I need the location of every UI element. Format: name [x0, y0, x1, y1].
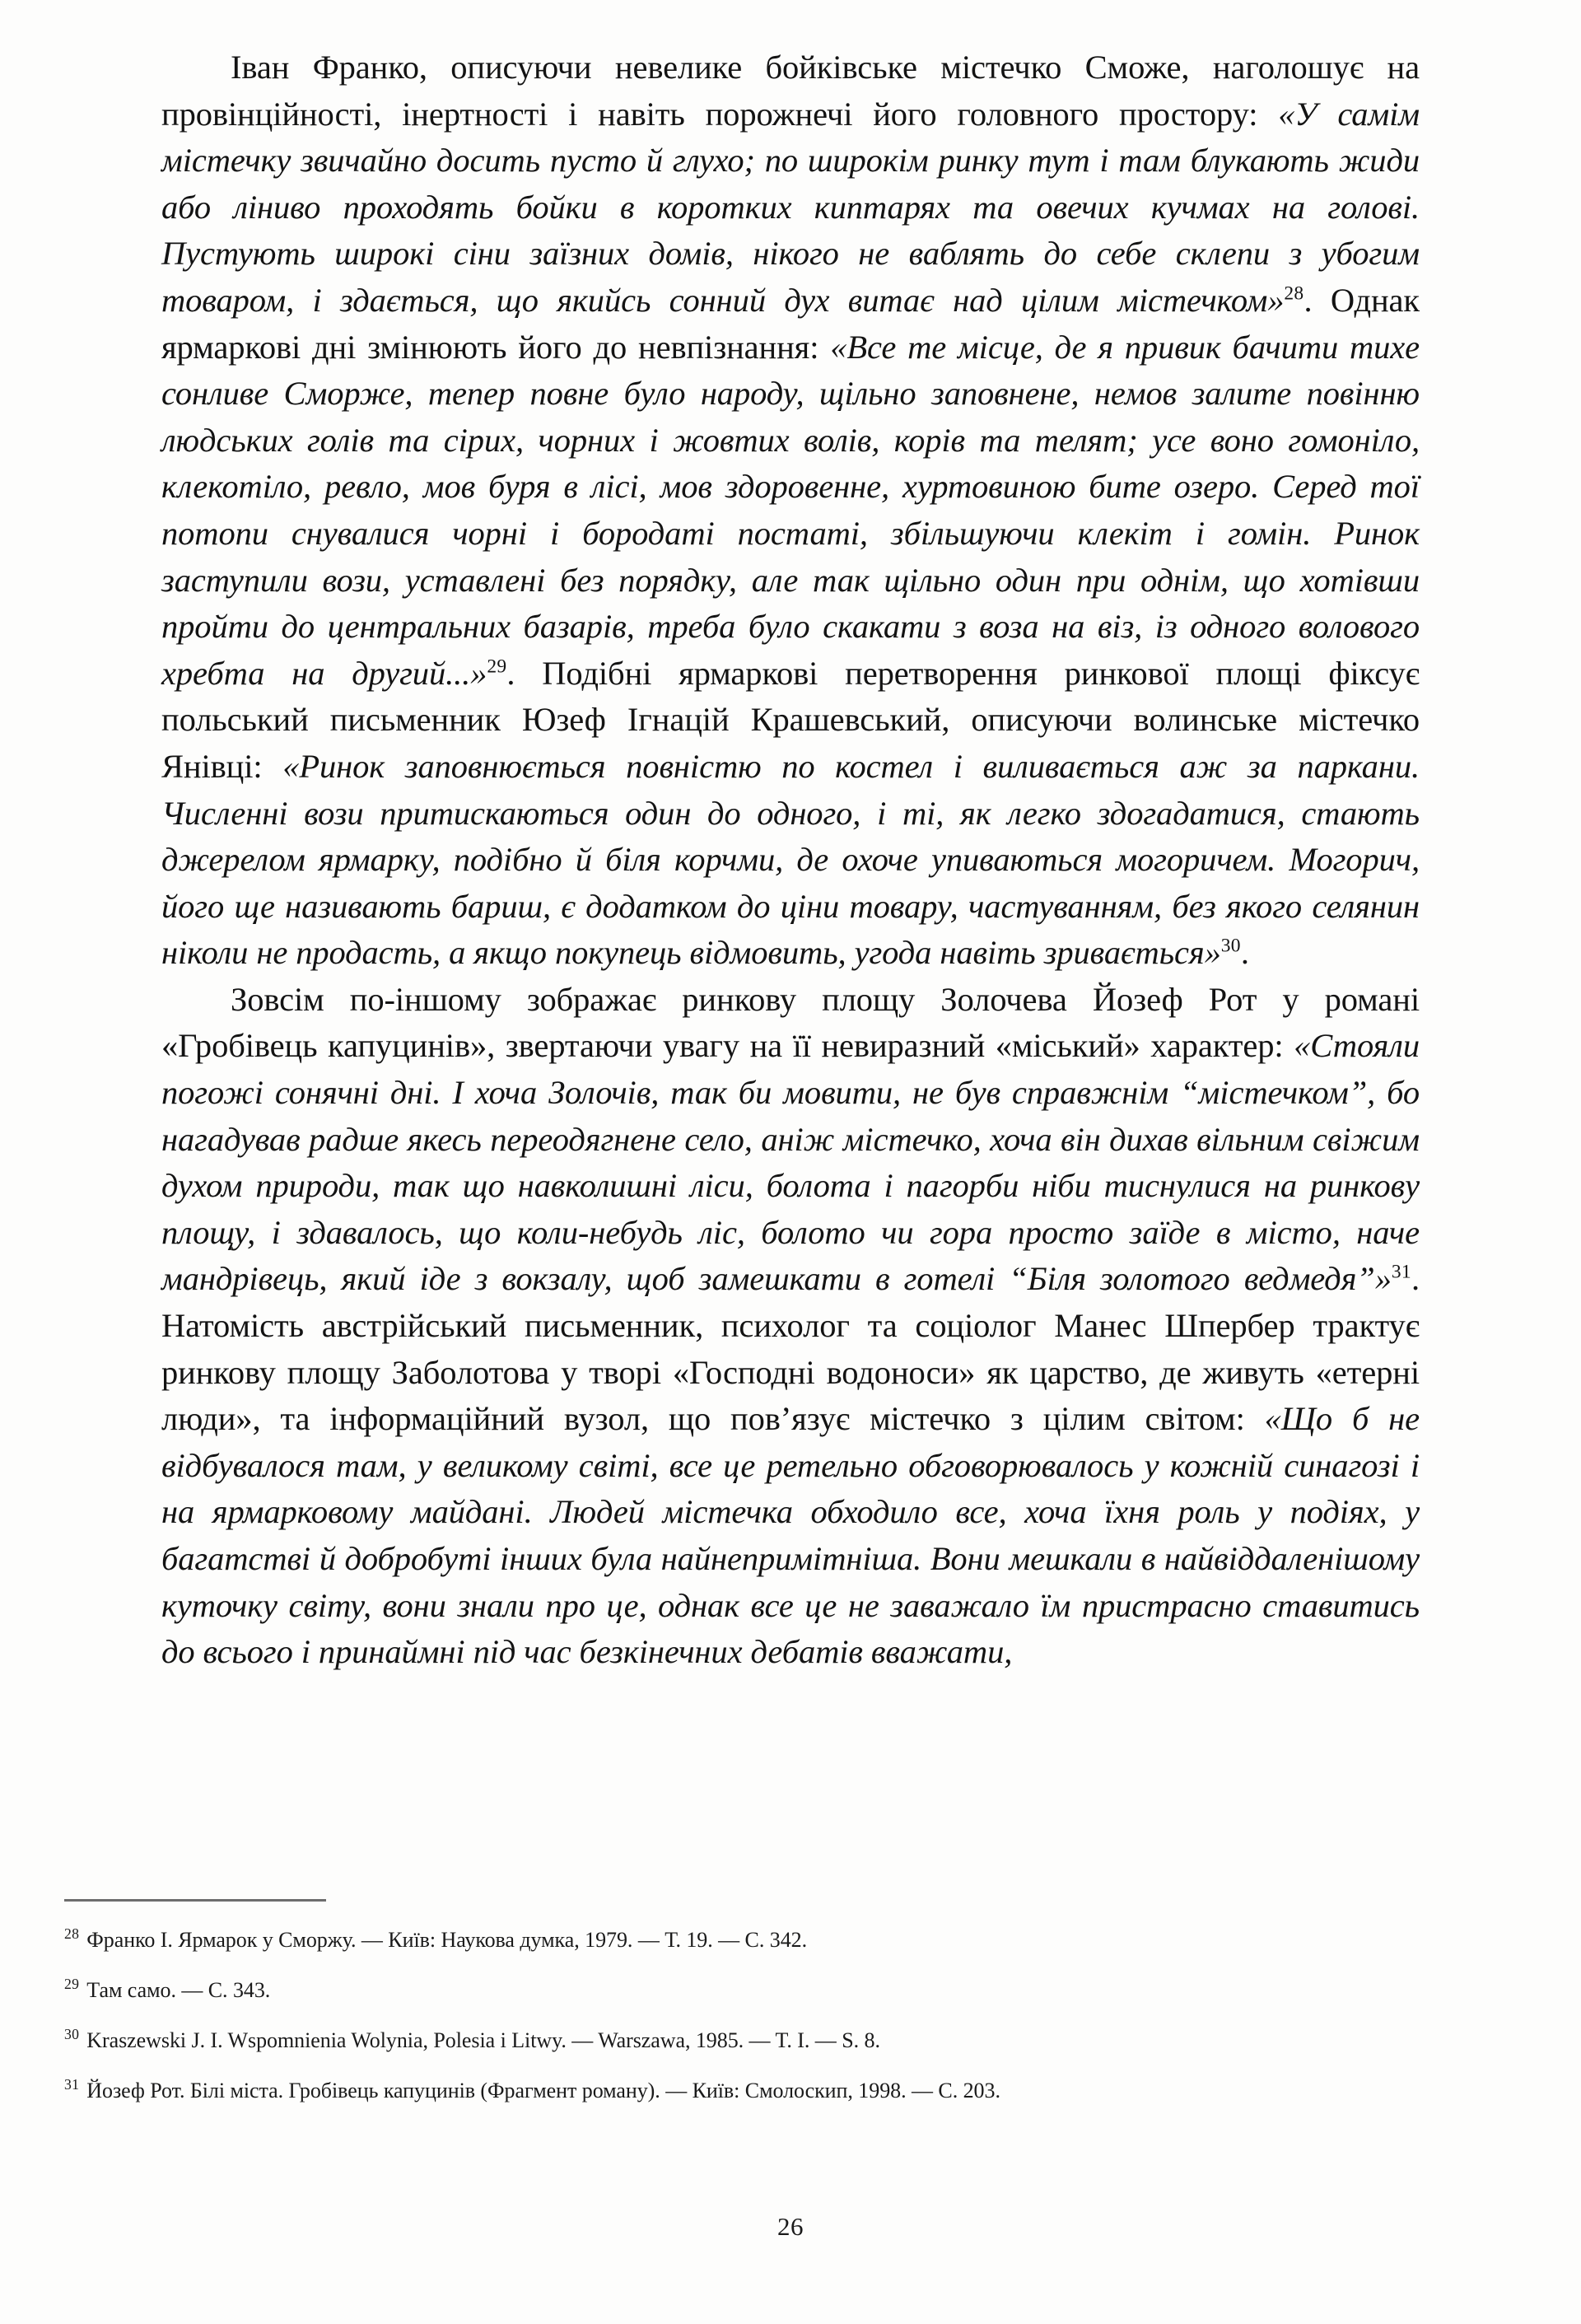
footnote-text: Йозеф Рот. Білі міста. Гробівець капуцинів (Фрагмент роману). — Київ: Смолоскип, 1998. — С. 203.	[86, 2079, 1000, 2102]
quotation-text: «У самім містечку звичайно досить пусто й глухо; по широкім ринку тут і там блукають жиди або ліниво проходять бойки в коротких киптарях та овечих кучмах на голові. Пустують широкі сіни заїзних домів, нікого не ваблять до себе склепи з убогим товаром, і здається, що якийсь сонний дух витає над цілим містечком»	[161, 95, 1420, 319]
footnote-reference: 29	[487, 656, 507, 678]
footnote-item	[64, 2077, 1464, 2104]
page-body-text	[161, 44, 1420, 1676]
footnote-number: 29	[64, 1976, 80, 1993]
footnote-item	[64, 1926, 1464, 1953]
footnote-text: Франко І. Ярмарок у Сморжу. — Київ: Наукова думка, 1979. — Т. 19. — С. 342.	[86, 1928, 808, 1952]
page-number: 26	[777, 2212, 804, 2241]
body-text: . Однак ярмаркові дні змінюють його до невпізнання:	[161, 281, 1420, 366]
quotation-text: «Все те місце, де я привик бачити тихе сонливе Сморже, тепер повне було народу, щільно заповнене, немов залите повінню людських голів та сірих, чорних і жовтих волів, корів та телят; усе воно гомоніло, клекотіло, ревло, мов буря в лісі, мов здоровенне, хуртовиною бите озеро. Серед тої потопи снувалися чорні і бородаті постаті, збільшуючи клекіт і гомін. Ринок заступили вози, уставлені без порядку, але так щільно один при однім, що хотівши пройти до центральних базарів, треба було скакати з воза на віз, із одного волового хребта на другий...»	[161, 328, 1420, 692]
footnotes-section	[64, 1899, 1464, 2104]
quotation-text: «Що б не відбувалося там, у великому світі, все це ретельно обговорювалось у кожній синагозі і на ярмарковому майдані. Людей містечка обходило все, хоча їхня роль у подіях, у багатстві й добробуті інших була найнепримітніша. Вони мешкали в найвіддаленішому куточку світу, вони знали про це, однак все це не заважало їм пристрасно ставитись до всього і принаймні під час безкінечних дебатів вважати,	[161, 1400, 1420, 1671]
paragraph-roth-sperber	[161, 977, 1420, 1676]
footnote-number: 31	[64, 2076, 80, 2093]
paragraph-franko-kraszewski	[161, 44, 1420, 977]
quotation-text: «Ринок заповнюється повністю по костел і виливається аж за паркани. Численні вози притискаються один до одного, і ті, як легко здогадатися, стають джерелом ярмарку, подібно й біля корчми, де охоче упиваються могоричем. Могорич, його ще називають бариш, є додатком до ціни товару, частуванням, без якого селянин ніколи не продасть, а якщо покупець відмовить, угода навіть зривається»	[161, 747, 1420, 972]
footnote-reference: 28	[1284, 282, 1304, 305]
footnote-number: 30	[64, 2026, 80, 2043]
footnote-reference: 31	[1391, 1261, 1411, 1283]
body-text: Іван Франко, описуючи невелике бойківське містечко Сможе, наголошує на провінційності, інертності і навіть порожнечі його головного простору:	[161, 49, 1420, 133]
footnote-separator-rule	[64, 1899, 326, 1902]
footnote-text: Kraszewski J. I. Wspomnienia Wolynia, Polesia i Litwy. — Warszawa, 1985. — T. I. — S. 8.	[86, 2028, 880, 2052]
footnote-item	[64, 1976, 1464, 2004]
footnote-number: 28	[64, 1925, 80, 1943]
footnote-reference: 30	[1220, 935, 1241, 957]
body-text: Зовсім по-іншому зображає ринкову площу Золочева Йозеф Рот у романі «Гробівець капуцинів», звертаючи увагу на її невиразний «міський» характер:	[161, 980, 1420, 1065]
body-text: . Подібні ярмаркові перетворення ринкової площі фіксує польський письменник Юзеф Ігнацій Крашевський, описуючи волинське містечко Янівці:	[161, 654, 1420, 785]
quotation-text: «Стояли погожі сонячні дні. І хоча Золочів, так би мовити, не був справжнім “містечком”, бо нагадував радше якесь переодягнене село, аніж містечко, хоча він дихав вільним свіжим духом природи, так що навколишні ліси, болота і пагорби ніби тиснулися на ринкову площу, і здавалось, що коли-небудь ліс, болото чи гора просто заїде в місто, наче мандрівець, який іде з вокзалу, щоб замешкати в готелі “Біля золотого ведмедя”»	[161, 1027, 1420, 1298]
footnote-item	[64, 2027, 1464, 2054]
body-text: . Натомість австрійський письменник, психолог та соціолог Манес Шпербер трактує ринкову площу Заболотова у творі «Господні водоноси» як царство, де живуть «етерні люди», та інформаційний вузол, що пов’язує містечко з цілим світом:	[161, 1260, 1420, 1438]
footnote-list	[64, 1926, 1464, 2104]
footnote-text: Там само. — С. 343.	[86, 1978, 271, 2002]
body-text: .	[1240, 934, 1249, 972]
